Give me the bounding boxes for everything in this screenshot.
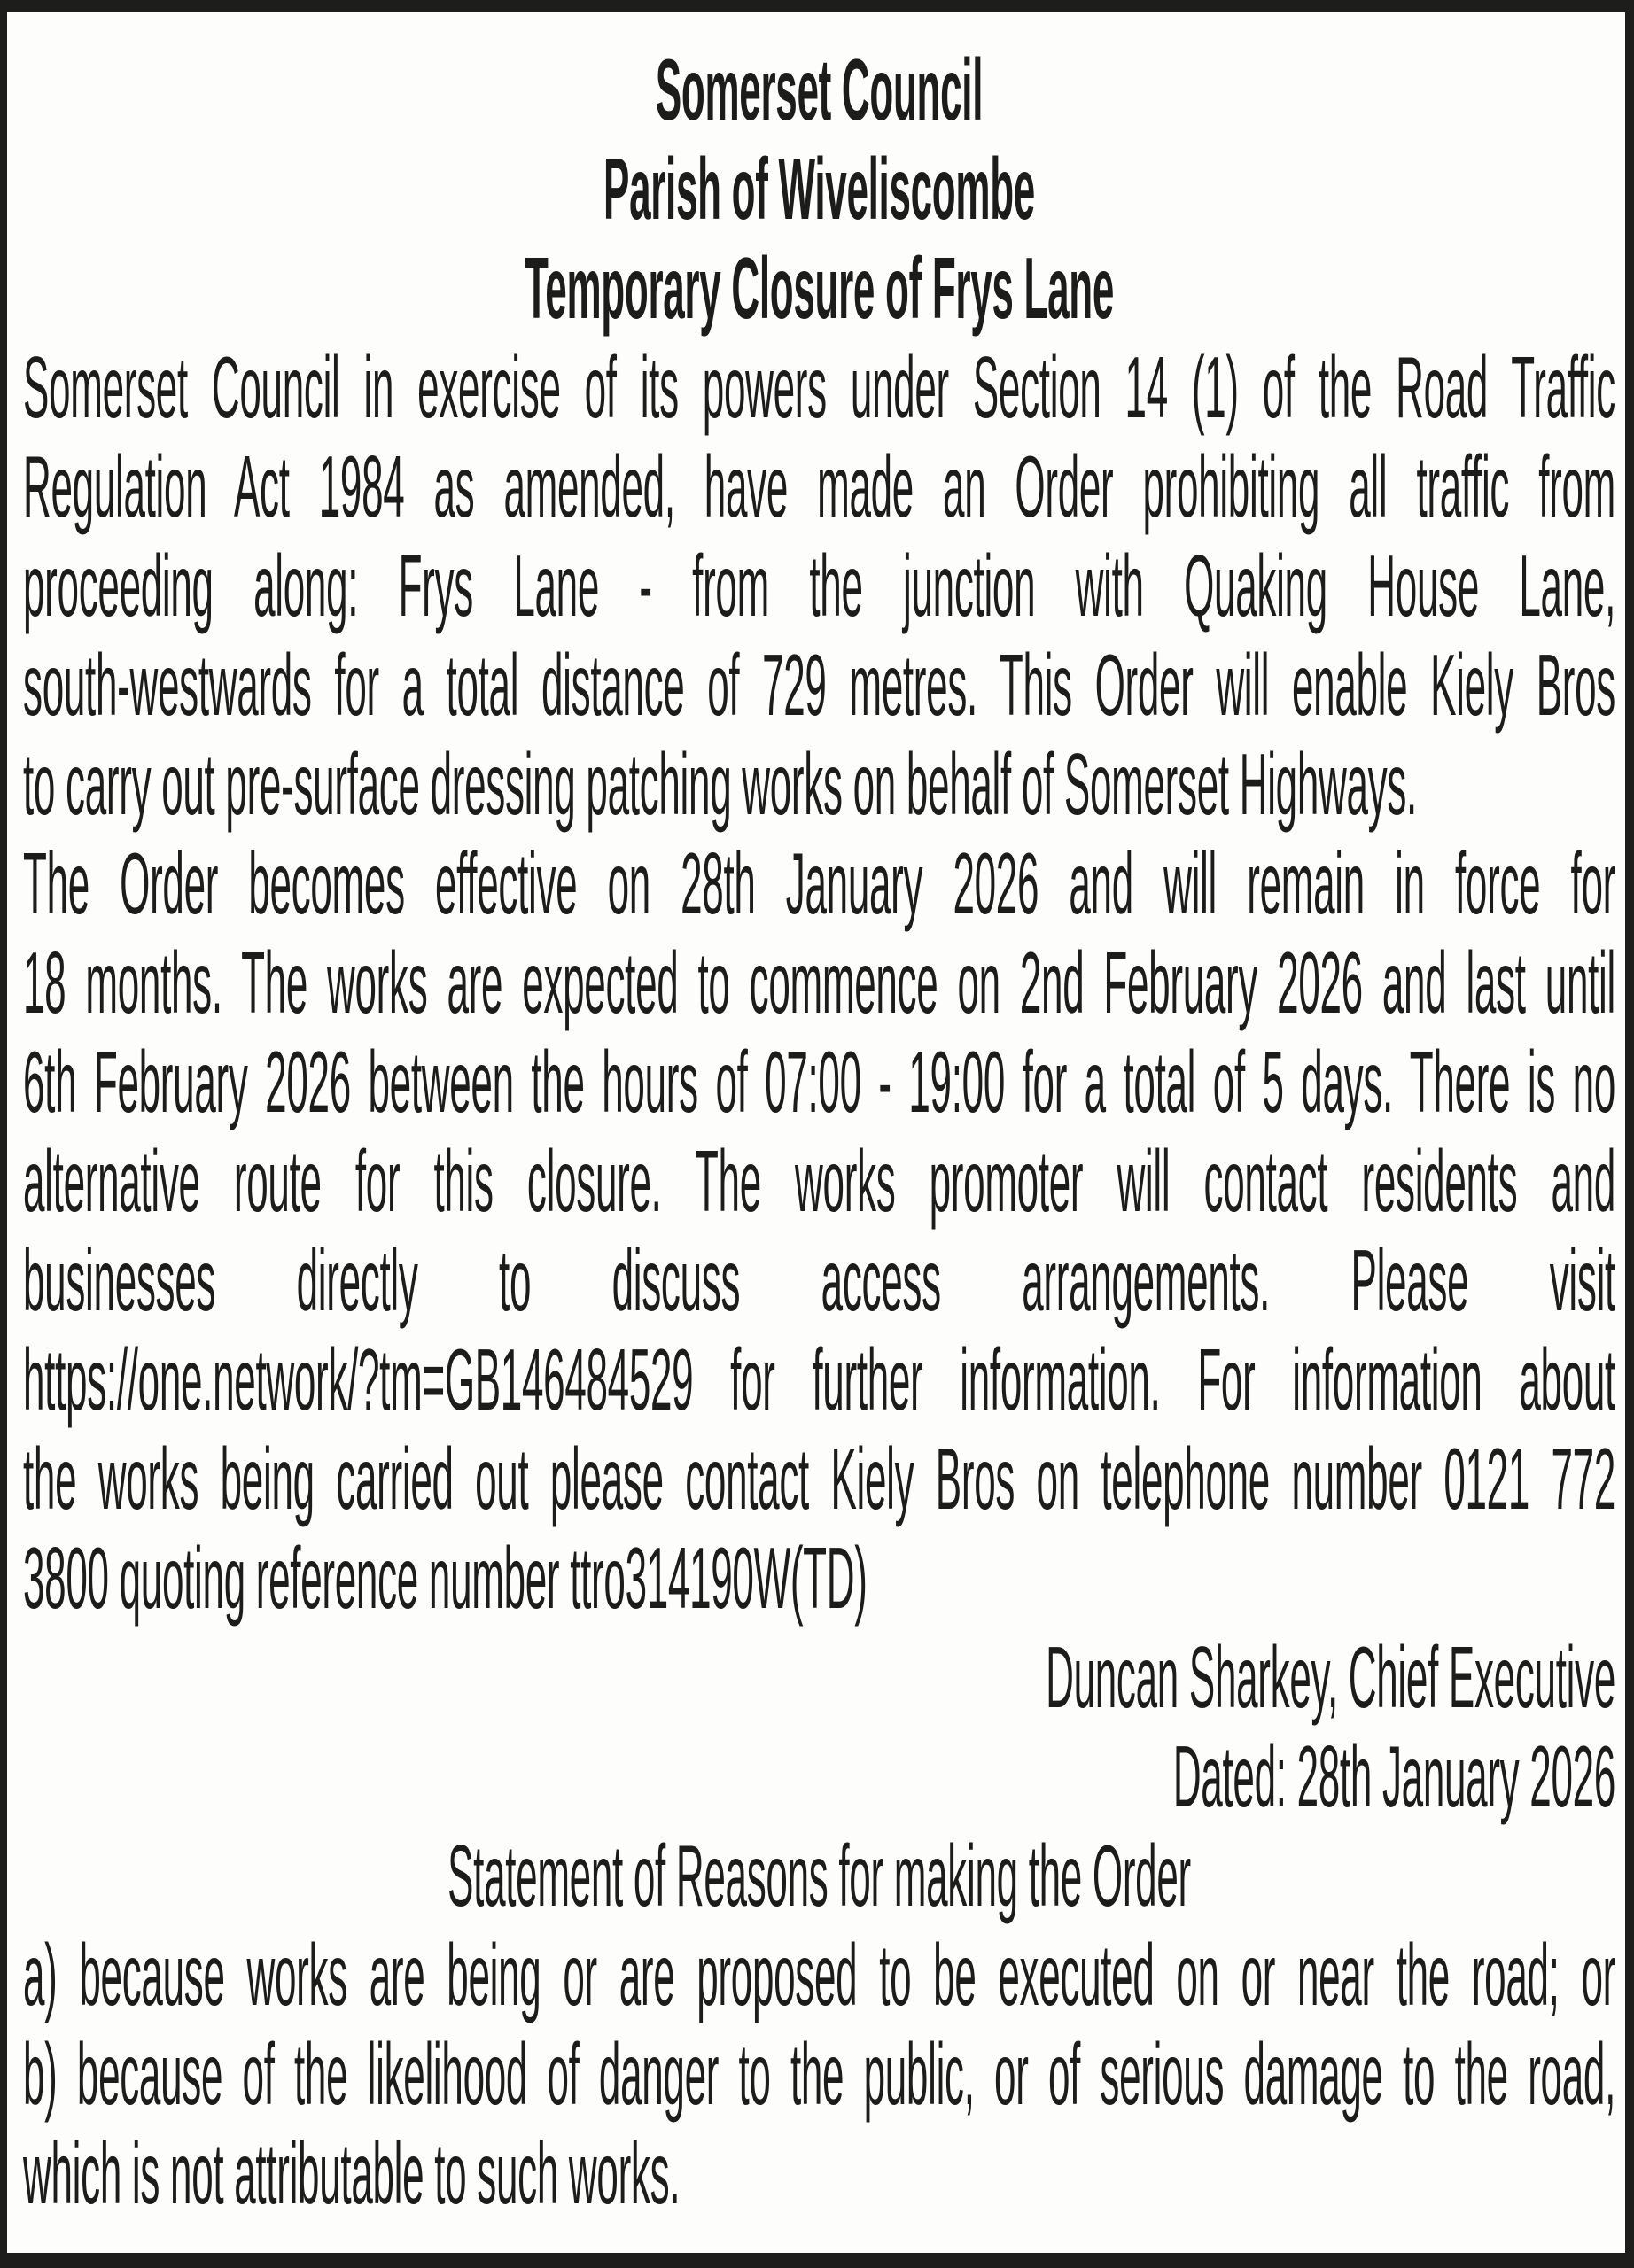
body-line: Regulation Act 1984 as amended, have made an Order prohibiting all traffic from: [23, 439, 1615, 537]
body-line: 18 months. The works are expected to commence on 2nd February 2026 and last until: [23, 935, 1615, 1033]
reason-line-a: a) because works are being or are proposed to be executed on or near the road; or: [23, 1927, 1615, 2025]
notice-title-council: Somerset Council: [655, 42, 984, 140]
body-line: alternative route for this closure. The works promoter will contact residents and: [23, 1133, 1615, 1231]
body-line: proceeding along: Frys Lane - from the junction with Quaking House Lane,: [23, 538, 1615, 636]
body-line: businesses directly to discuss access arrangements. Please visit: [23, 1232, 1615, 1331]
notice-paper: [7, 12, 1625, 2253]
reason-line-b-cont: which is not attributable to such works.: [23, 2125, 681, 2224]
statement-of-reasons-heading: Statement of Reasons for making the Order: [447, 1828, 1191, 1926]
body-line: south-westwards for a total distance of 729 metres. This Order will enable Kiely Bros: [23, 637, 1615, 735]
body-line: 6th February 2026 between the hours of 07:00 - 19:00 for a total of 5 days. There is no: [23, 1034, 1615, 1132]
notice-content: [7, 12, 1625, 2253]
body-line: The Order becomes effective on 28th January 2026 and will remain in force for: [23, 835, 1615, 934]
notice-title-parish: Parish of Wiveliscombe: [603, 141, 1035, 239]
notice-title-closure: Temporary Closure of Frys Lane: [524, 240, 1115, 338]
date-line: Dated: 28th January 2026: [1172, 1728, 1615, 1827]
body-line: the works being carried out please contact Kiely Bros on telephone number 0121 772: [23, 1431, 1615, 1529]
body-line: to carry out pre-surface dressing patching works on behalf of Somerset Highways.: [23, 736, 1417, 835]
body-line-url: https://one.network/?tm=GB146484529 for further information. For information about: [23, 1332, 1615, 1430]
body-line-reference: 3800 quoting reference number ttro314190W(TD): [23, 1530, 868, 1628]
signature-line: Duncan Sharkey, Chief Executive: [1046, 1629, 1615, 1728]
body-line: Somerset Council in exercise of its powers under Section 14 (1) of the Road Traffic: [23, 339, 1615, 438]
reason-line-b: b) because of the likelihood of danger to the public, or of serious damage to the road,: [23, 2026, 1615, 2124]
